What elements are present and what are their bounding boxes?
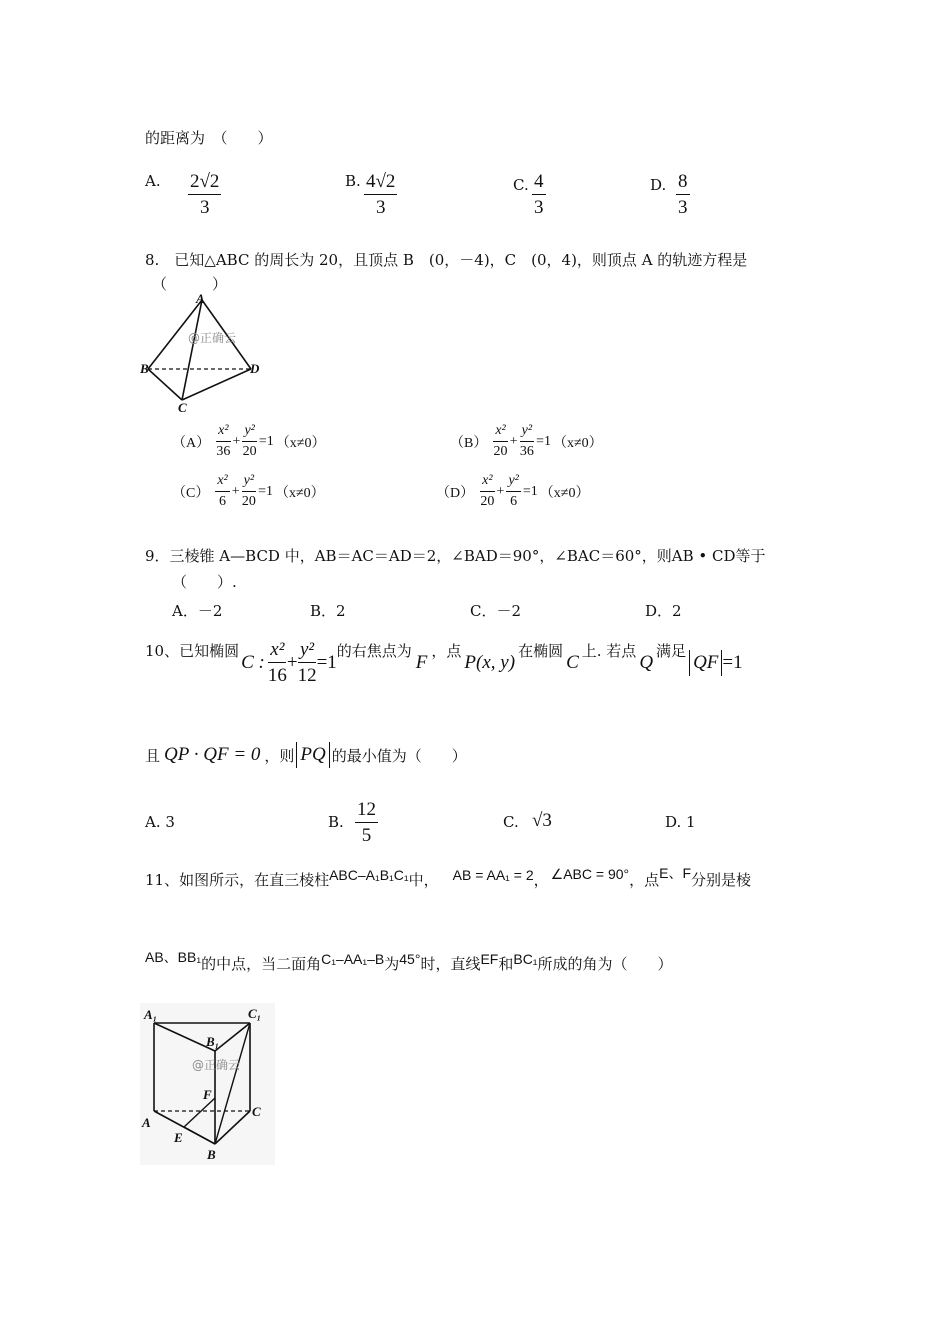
fraction-numerator: x² bbox=[215, 474, 229, 492]
q10-option-c-value: √3 bbox=[532, 810, 552, 831]
watermark: @正确云 bbox=[188, 331, 237, 345]
option-label: A. bbox=[145, 172, 161, 190]
q11-prism-figure bbox=[140, 1003, 275, 1165]
fraction-numerator: x² bbox=[493, 424, 507, 442]
q10-option-c-label: C. bbox=[503, 813, 519, 831]
q11-line2 bbox=[145, 946, 673, 973]
prism-name: ABC–A₁B₁C₁ bbox=[329, 867, 409, 883]
q7-option-a-fraction bbox=[188, 172, 221, 217]
point-label-f: F bbox=[203, 1087, 212, 1102]
q10-option-b-fraction bbox=[355, 800, 378, 845]
fraction-denominator: 5 bbox=[361, 825, 372, 846]
equals: =1 bbox=[316, 651, 337, 673]
condition: （x≠0） bbox=[275, 435, 326, 451]
vertex-label-c1: C₁ bbox=[248, 1006, 262, 1021]
q11-text: ， bbox=[533, 871, 549, 889]
fraction-numerator: 4√2 bbox=[364, 172, 397, 195]
q10-option-b-label: B. bbox=[328, 813, 344, 831]
vertex-label-a1: A₁ bbox=[144, 1007, 158, 1022]
fraction-numerator: x² bbox=[268, 640, 286, 663]
fraction-numerator: y² bbox=[242, 424, 256, 442]
option-label: D. bbox=[650, 176, 667, 194]
q11-text: 的中点，当二面角 bbox=[201, 955, 322, 973]
condition-ab-aa1: AB = AA₁ = 2 bbox=[452, 867, 534, 883]
q10-line1: 10、已知椭圆 C : $\frac{\text{x²}}{16}$ + $\frac{\text{y²}}{12}$ =1 的右焦点为 F ，点 P(x, y) 在椭圆 C 上. 若点 Q 满足 QF =1 bbox=[145, 639, 743, 686]
option-label: C. bbox=[513, 176, 529, 194]
q10-text: 在椭圆 bbox=[518, 642, 564, 660]
q10-prefix: 10、已知椭圆 bbox=[145, 642, 240, 660]
q8-tetrahedron-figure bbox=[140, 292, 265, 414]
q7-option-c bbox=[513, 176, 529, 194]
q9-option-d: D．2 bbox=[645, 602, 682, 620]
fraction-denominator: 16 bbox=[267, 665, 287, 686]
angle-value: 45° bbox=[399, 951, 421, 967]
fraction-numerator: 2√2 bbox=[188, 172, 221, 195]
q8-stem: 8. 已知△ABC 的周长为 20，且顶点 B (0，－4)，C (0，4)，则顶点 A 的轨迹方程是 bbox=[145, 251, 748, 269]
q10-line2 bbox=[145, 742, 467, 768]
fraction-numerator: 4 bbox=[532, 172, 546, 195]
q8-answer-paren: （ ） bbox=[152, 275, 228, 293]
q9-answer-paren: （ ）. bbox=[172, 573, 237, 591]
q10-option-d: D. 1 bbox=[665, 813, 696, 831]
q11-line1 bbox=[145, 862, 752, 889]
fraction-denominator: 20 bbox=[241, 494, 256, 509]
q9-option-a: A．－2 bbox=[172, 602, 223, 620]
q11-text: 中， bbox=[408, 871, 439, 889]
q10-text: 上. 若点 bbox=[581, 642, 637, 660]
vertex-label-b1: B₁ bbox=[206, 1034, 220, 1049]
q9-option-c: C．－2 bbox=[470, 602, 522, 620]
q11-text: 和 bbox=[498, 955, 514, 973]
q7-option-d bbox=[650, 176, 666, 194]
fraction-numerator: y² bbox=[520, 424, 534, 442]
equals: =1 bbox=[258, 433, 274, 449]
q10-text: 的右焦点为 bbox=[336, 642, 412, 660]
option-label: （C） bbox=[172, 485, 210, 501]
option-label: （A） bbox=[172, 435, 211, 451]
equals: =1 bbox=[258, 483, 273, 499]
fraction-denominator: 12 bbox=[297, 665, 317, 686]
abs-pq: PQ bbox=[296, 742, 329, 768]
fraction-denominator: 36 bbox=[519, 444, 534, 459]
q11-text: 时，直线 bbox=[420, 955, 481, 973]
condition-angle-abc: ∠ABC = 90° bbox=[550, 866, 630, 882]
fraction-numerator: y² bbox=[506, 474, 520, 492]
condition: （x≠0） bbox=[553, 435, 603, 451]
q8-option-a: （A） $\frac{\text{x²}}{36}$ + $\frac{\text{y²}}{20}$ =1 （x≠0） bbox=[172, 423, 326, 459]
fraction-denominator: 36 bbox=[216, 444, 231, 459]
q10-text: 满足 bbox=[656, 642, 687, 660]
q7-option-b bbox=[345, 172, 361, 190]
ellipse-name: C : bbox=[241, 651, 265, 673]
fraction-denominator: 3 bbox=[199, 197, 210, 218]
vertex-label-b: B bbox=[140, 361, 149, 376]
point-q: Q bbox=[639, 651, 654, 673]
q7-option-a bbox=[145, 172, 161, 190]
condition: （x≠0） bbox=[275, 485, 325, 501]
q7-option-c-fraction bbox=[532, 172, 546, 217]
q10-text: ，则 bbox=[264, 746, 295, 765]
point-label-e: E bbox=[174, 1130, 183, 1145]
q10-text: 的最小值为（ ） bbox=[331, 746, 467, 765]
fraction-numerator: y² bbox=[242, 474, 256, 492]
q11-text: ，点 bbox=[629, 871, 660, 889]
dot-product-expr: QP · QF = 0 bbox=[164, 744, 261, 765]
fraction-numerator: x² bbox=[216, 424, 230, 442]
condition: （x≠0） bbox=[539, 485, 590, 501]
points-e-f: E、F bbox=[659, 865, 692, 881]
fraction-denominator: 3 bbox=[678, 197, 688, 218]
vertex-label-d: D bbox=[250, 361, 260, 376]
equals: =1 bbox=[536, 433, 551, 449]
dihedral-angle: C₁–AA₁–B bbox=[321, 951, 385, 967]
q7-option-b-fraction bbox=[364, 172, 397, 217]
q7-tail-text: 的距离为 （ ） bbox=[145, 129, 273, 147]
q10-text: ，点 bbox=[431, 642, 462, 660]
equals: =1 bbox=[722, 651, 743, 673]
vertex-label-b: B bbox=[207, 1147, 216, 1162]
line-ef: EF bbox=[480, 951, 499, 967]
focus-f: F bbox=[415, 651, 428, 673]
fraction-denominator: 20 bbox=[493, 444, 508, 459]
q7-option-d-fraction bbox=[676, 172, 690, 217]
q8-option-d: （D） $\frac{\text{x²}}{20}$ + $\frac{\text{y²}}{6}$ =1 （x≠0） bbox=[436, 473, 590, 509]
fraction-numerator: y² bbox=[298, 640, 316, 663]
option-label: B. bbox=[345, 172, 361, 190]
option-label: （B） bbox=[450, 435, 488, 451]
q11-text: 所成的角为（ ） bbox=[537, 955, 673, 973]
fraction-denominator: 6 bbox=[219, 494, 227, 509]
vertex-label-c: C bbox=[178, 400, 187, 414]
q11-text: 11、如图所示，在直三棱柱 bbox=[145, 871, 330, 889]
vertex-label-c: C bbox=[252, 1104, 261, 1119]
fraction-denominator: 3 bbox=[534, 197, 544, 218]
q9-stem: 9．三棱锥 A—BCD 中，AB＝AC＝AD＝2，∠BAD＝90°，∠BAC＝60°，则AB • CD等于 bbox=[145, 547, 766, 565]
vertex-label-a: A bbox=[196, 292, 205, 306]
q8-option-b: （B） $\frac{\text{x²}}{20}$ + $\frac{\text{y²}}{36}$ =1 （x≠0） bbox=[450, 423, 603, 459]
fraction-numerator: 8 bbox=[676, 172, 690, 195]
abs-qf: QF bbox=[689, 650, 722, 676]
q10-text: 且 bbox=[145, 746, 161, 765]
edges-ab-bb1: AB、BB₁ bbox=[145, 949, 202, 965]
ellipse-c: C bbox=[566, 651, 579, 673]
fraction-denominator: 3 bbox=[375, 197, 386, 218]
fraction-denominator: 6 bbox=[510, 494, 518, 509]
equals: =1 bbox=[522, 483, 538, 499]
option-label: （D） bbox=[436, 485, 475, 501]
q10-option-a: A. 3 bbox=[145, 813, 175, 831]
q9-option-b: B．2 bbox=[310, 602, 346, 620]
q11-text: 分别是棱 bbox=[691, 871, 752, 889]
fraction-numerator: x² bbox=[480, 474, 494, 492]
fraction-denominator: 20 bbox=[480, 494, 495, 509]
fraction-numerator: 12 bbox=[355, 800, 378, 823]
watermark: @正确云 bbox=[192, 1058, 241, 1072]
q11-text: 为 bbox=[384, 955, 400, 973]
q8-option-c: （C） $\frac{\text{x²}}{6}$ + $\frac{\text{y²}}{20}$ =1 （x≠0） bbox=[172, 473, 325, 509]
fraction-denominator: 20 bbox=[242, 444, 257, 459]
line-bc1: BC₁ bbox=[513, 951, 538, 967]
vertex-label-a: A bbox=[142, 1115, 151, 1130]
point-p: P(x, y) bbox=[464, 651, 516, 673]
